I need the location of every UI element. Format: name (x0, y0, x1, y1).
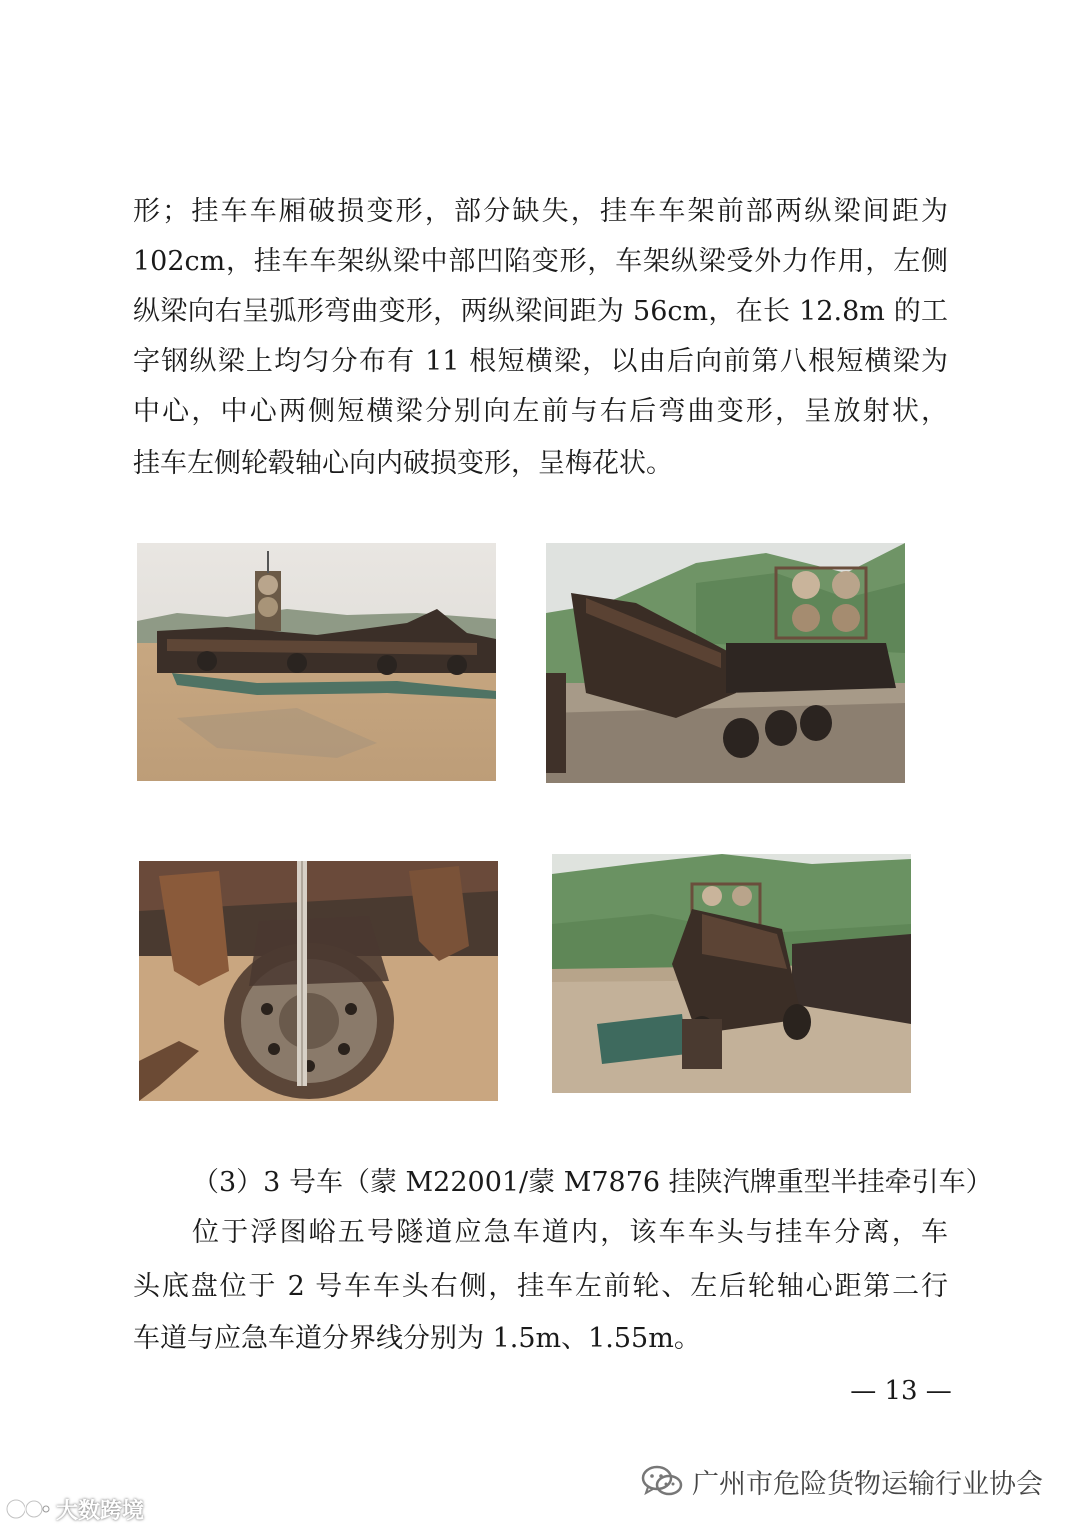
watermark-text: 广州市危险货物运输行业协会 (692, 1468, 1043, 1500)
paragraph-1-line-1: 形；挂车车厢破损变形，部分缺失，挂车车架前部两纵梁间距为 (133, 196, 948, 227)
section-heading: （3）3 号车（蒙 M22001/蒙 M7876 挂陕汽牌重型半挂牵引车） (192, 1167, 993, 1198)
paragraph-1-line-4: 字钢纵梁上均匀分布有 11 根短横梁，以由后向前第八根短横梁为 (133, 346, 948, 377)
photo-burned-truck-side (137, 543, 496, 781)
brand-logo-icon (4, 1496, 52, 1522)
paragraph-2-line-2: 头底盘位于 2 号车车头右侧，挂车左前轮、左后轮轴心距第二行 (133, 1271, 948, 1302)
paragraph-1-line-2: 102cm，挂车车架纵梁中部凹陷变形，车架纵梁受外力作用，左侧 (133, 246, 948, 277)
paragraph-2-line-1: 位于浮图峪五号隧道应急车道内，该车车头与挂车分离，车 (192, 1217, 948, 1248)
paragraph-1-line-3: 纵梁向右呈弧形弯曲变形，两纵梁间距为 56cm，在长 12.8m 的工 (133, 296, 948, 327)
brand-text: 大数跨境 (56, 1498, 145, 1524)
paragraph-2-line-3: 车道与应急车道分界线分别为 1.5m、1.55m。 (133, 1323, 701, 1354)
paragraph-1-line-5: 中心，中心两侧短横梁分别向左前与右后弯曲变形，呈放射状， (133, 396, 948, 427)
brand-logo (4, 1492, 144, 1526)
page-number: — 13 — (850, 1376, 952, 1406)
photo-wheel-hub-closeup (139, 861, 498, 1101)
wechat-icon (640, 1463, 684, 1499)
photo-truck-front-tarp (552, 854, 911, 1093)
paragraph-1-line-6: 挂车左侧轮毂轴心向内破损变形，呈梅花状。 (133, 448, 673, 479)
photo-dump-body-hills (546, 543, 905, 783)
wechat-watermark (640, 1461, 1043, 1501)
